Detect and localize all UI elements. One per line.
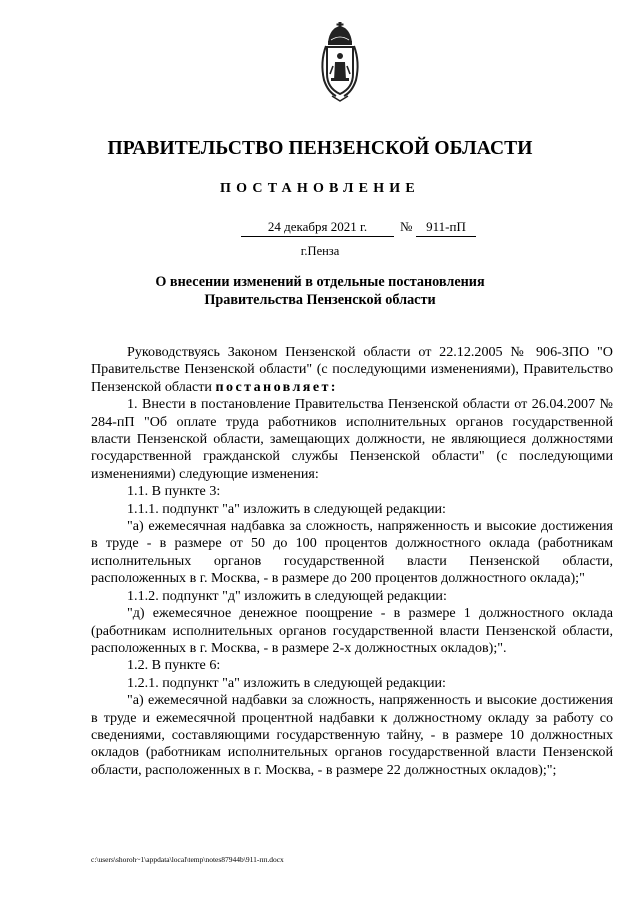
body-paragraph: 1.2.1. подпункт "а" изложить в следующей редакции: <box>127 674 446 691</box>
body-paragraph: 1. Внести в постановление Правительства Пензенской области от 26.04.2007 № 284-пП "Об оплате труда работников исполнительных органов государственной власти Пензенской области, замещающих должности, не являющиеся должностями государственной гражданской службы Пензенской области" (с последующими изменениями) следующие изменения: <box>91 396 613 482</box>
document-type: ПОСТАНОВЛЕНИЕ <box>220 181 420 196</box>
coat-of-arms-icon <box>318 22 362 102</box>
body-paragraph: 1.2. В пункте 6: <box>127 657 221 674</box>
intro-emphasis: постановляет: <box>215 378 338 395</box>
body-paragraph: 1.1.2. подпункт "д" изложить в следующей редакции: <box>127 587 447 604</box>
intro-paragraph <box>91 344 613 396</box>
number-label: № <box>400 219 413 234</box>
intro-text: Руководствуясь Законом Пензенской области от 22.12.2005 № 906-ЗПО "О Правительстве Пензенской области" (с последующими изменениями), Правительство Пензенской области <box>91 344 613 395</box>
body-paragraph: "а) ежемесячная надбавка за сложность, напряженность и высокие достижения в труде - в размере от 50 до 100 процентов должностного оклада (работникам исполнительных органов государственной власти Пензенской области, расположенных в г. Москва, - в размере до 200 процентов должностного оклада);" <box>91 518 613 587</box>
document-date: 24 декабря 2021 г. <box>241 219 394 237</box>
file-path-footer: c:\users\shoroh~1\appdata\local\temp\notes87944b\911-пп.docx <box>91 855 284 864</box>
government-title: ПРАВИТЕЛЬСТВО ПЕНЗЕНСКОЙ ОБЛАСТИ <box>107 138 533 159</box>
body-paragraph: 1.1.1. подпункт "а" изложить в следующей редакции: <box>127 500 446 517</box>
document-subject <box>0 274 640 309</box>
body-paragraph: "д) ежемесячное денежное поощрение - в размере 1 должностного оклада (работникам исполнительных органов государственной власти Пензенской области, расположенных в г. Москва, - в размере 2-х должностных окладов);". <box>91 605 613 656</box>
document-body <box>91 344 613 779</box>
body-paragraph: 1.1. В пункте 3: <box>127 483 221 500</box>
body-paragraph: "а) ежемесячной надбавки за сложность, напряженность и высокие достижения в труде и ежемесячной процентной надбавки к должностному окладу за работу со сведениями, составляющими государственную тайну, - в размере 10 должностных окладов (работникам исполнительных органов государственной власти Пензенской области, расположенных в г. Москва, - в размере 22 должностных окладов);"; <box>91 692 613 778</box>
subject-line-2: Правительства Пензенской области <box>204 291 436 308</box>
subject-line-1: О внесении изменений в отдельные постановления <box>155 274 485 290</box>
city: г.Пенза <box>300 244 340 258</box>
document-number: 911-пП <box>416 219 476 237</box>
